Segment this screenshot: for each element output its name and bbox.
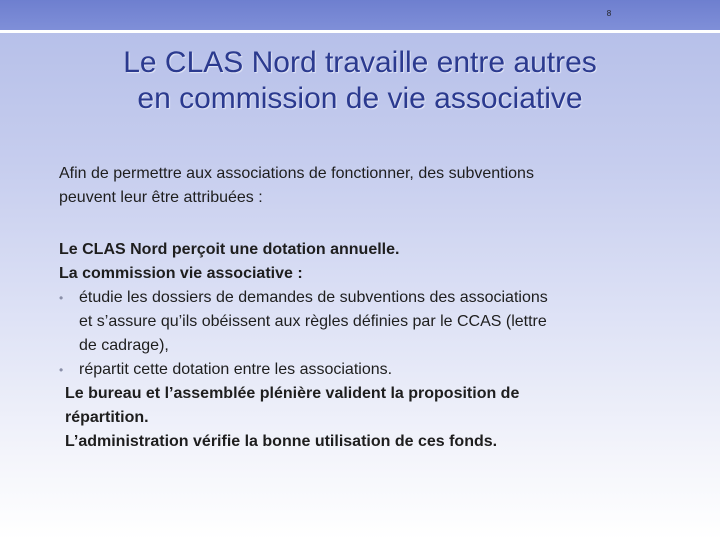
closing-line-2: répartition. xyxy=(65,409,149,426)
slide-number: 8 xyxy=(606,9,612,18)
closing-line-3: L’administration vérifie la bonne utilisation de ces fonds. xyxy=(65,433,498,450)
bullet-item-1 xyxy=(59,286,679,358)
intro-line-2: peuvent leur être attribuées : xyxy=(59,189,263,206)
closing-line-1: Le bureau et l’assemblée plénière valident la proposition de xyxy=(65,385,520,402)
bullet-marker: • xyxy=(59,363,64,377)
slide-title xyxy=(40,45,680,117)
bullet-2-line-1: répartit cette dotation entre les associations. xyxy=(79,361,393,378)
commission-heading: La commission vie associative : xyxy=(59,265,303,282)
dotation-statement: Le CLAS Nord perçoit une dotation annuelle. xyxy=(59,241,400,258)
intro-paragraph xyxy=(59,162,679,210)
bullet-1-line-2: et s’assure qu’ils obéissent aux règles définies par le CCAS (lettre xyxy=(79,313,547,330)
intro-line-1: Afin de permettre aux associations de fonctionner, des subventions xyxy=(59,165,534,182)
bullet-1-line-1: étudie les dossiers de demandes de subventions des associations xyxy=(79,289,548,306)
body-content xyxy=(59,238,679,454)
bullet-item-2 xyxy=(59,358,679,382)
bullet-1-line-3: de cadrage), xyxy=(79,337,169,354)
bullet-marker: • xyxy=(59,291,64,305)
slide-title-line-1: Le CLAS Nord travaille entre autres xyxy=(123,46,597,79)
header-divider xyxy=(0,30,720,33)
slide-title-line-2: en commission de vie associative xyxy=(137,82,583,115)
